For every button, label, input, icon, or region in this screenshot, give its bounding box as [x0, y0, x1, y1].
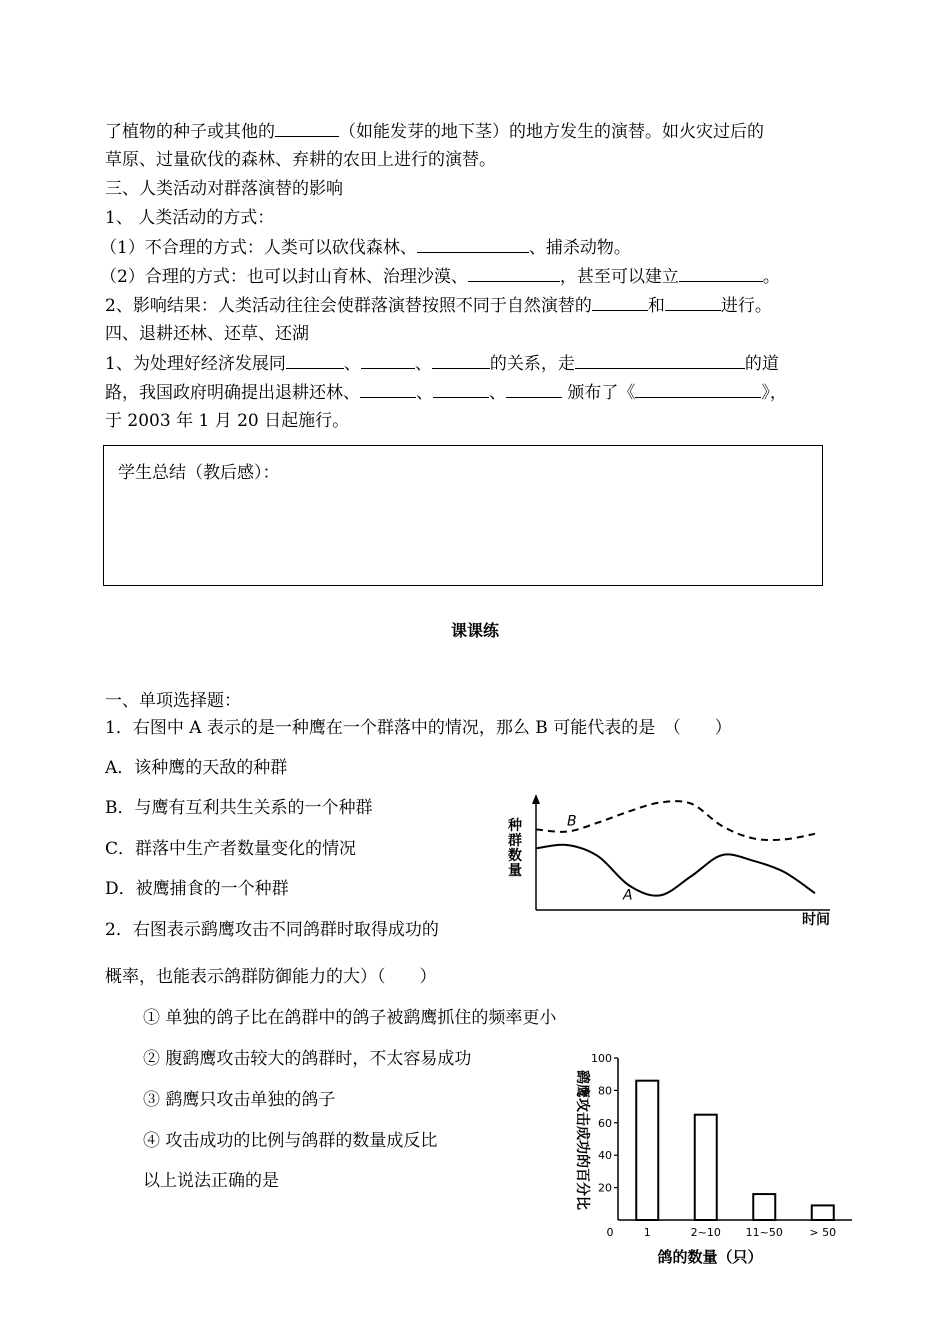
- text-line-11: 于 2003 年 1 月 20 日起施行。: [105, 411, 350, 431]
- blank[interactable]: [361, 352, 415, 369]
- text-line-4: 1、 人类活动的方式：: [105, 208, 275, 228]
- section-title: 课课练: [450, 621, 499, 640]
- x-axis-label: 时间: [802, 912, 830, 928]
- y-axis-label-char: 数: [508, 848, 522, 864]
- heading-human-activity: 三、人类活动对群落演替的影响: [105, 179, 343, 199]
- blank[interactable]: [433, 381, 489, 398]
- y-tick-label: 80: [598, 1084, 612, 1098]
- attack-success-bar-chart: [560, 1048, 860, 1278]
- y-axis-label-char: 群: [508, 833, 522, 849]
- bar-> 50: [812, 1205, 834, 1220]
- text-line-7: 2、影响结果：人类活动往往会使群落演替按照不同于自然演替的 和 进行。: [105, 296, 772, 316]
- q1-option-d[interactable]: D．被鹰捕食的一个种群: [105, 879, 289, 899]
- series-B-label: B: [567, 813, 577, 830]
- blank[interactable]: [275, 120, 339, 137]
- q1-option-c[interactable]: C．群落中生产者数量变化的情况: [105, 839, 357, 859]
- y-tick-label: 60: [598, 1116, 612, 1130]
- heading-return-farmland: 四、退耕还林、还草、还湖: [105, 324, 309, 344]
- blank[interactable]: [635, 381, 761, 398]
- series-A-line: [536, 845, 815, 896]
- q2-stem-2: 概率，也能表示鸽群防御能力的大）（ ）: [105, 967, 437, 987]
- blank[interactable]: [468, 265, 560, 282]
- q1-stem: 1．右图中 A 表示的是一种鹰在一个群落中的情况，那么 B 可能代表的是 （ ）: [105, 718, 732, 738]
- q2-stem-1: 2．右图表示鹞鹰攻击不同鸽群时取得成功的: [105, 920, 439, 940]
- text-line-9: 1、为处理好经济发展同 、 、 的关系，走 的道: [105, 354, 779, 374]
- y-axis-label: [507, 817, 522, 879]
- text-line-5: （1）不合理的方式：人类可以砍伐森林、 、捕杀动物。: [100, 238, 631, 258]
- origin-tick-label: 0: [606, 1226, 614, 1239]
- text-line-1: 了植物的种子或其他的 （如能发芽的地下茎）的地方发生的演替。如火灾过后的: [105, 122, 764, 142]
- q1-option-a[interactable]: A．该种鹰的天敌的种群: [105, 758, 288, 778]
- blank[interactable]: [506, 381, 562, 398]
- series-A-label: A: [623, 887, 633, 904]
- y-axis-label: [574, 1070, 591, 1210]
- q2-statement-2: ② 腹鹞鹰攻击较大的鸽群时，不太容易成功: [143, 1049, 472, 1069]
- population-line-chart: [500, 790, 850, 930]
- exercise-heading: 一、单项选择题：: [105, 691, 241, 711]
- text-line-2: 草原、过量砍伐的森林、弃耕的农田上进行的演替。: [105, 150, 496, 170]
- blank[interactable]: [592, 294, 648, 311]
- x-axis-label: 鸽的数量（只）: [657, 1248, 763, 1266]
- bar-1: [636, 1081, 658, 1220]
- y-tick-label: 40: [598, 1149, 612, 1163]
- q2-statement-4: ④ 攻击成功的比例与鸽群的数量成反比: [143, 1131, 438, 1151]
- student-summary-box[interactable]: [103, 445, 823, 586]
- x-tick-label: 11~50: [745, 1226, 783, 1239]
- summary-label: 学生总结（教后感）：: [118, 463, 280, 483]
- x-tick-label: 1: [643, 1226, 651, 1239]
- y-axis-arrow: [532, 794, 540, 804]
- q2-conclusion: 以上说法正确的是: [143, 1171, 279, 1191]
- blank[interactable]: [575, 352, 745, 369]
- blank[interactable]: [665, 294, 721, 311]
- q1-option-b[interactable]: B．与鹰有互利共生关系的一个种群: [105, 798, 373, 818]
- x-tick-label: > 50: [809, 1226, 837, 1239]
- blank[interactable]: [286, 352, 344, 369]
- blank[interactable]: [432, 352, 490, 369]
- y-axis-label-char: 量: [508, 863, 522, 879]
- text-line-6: （2）合理的方式：也可以封山育林、治理沙漠、 ，甚至可以建立 。: [100, 267, 780, 287]
- blank[interactable]: [360, 381, 416, 398]
- blank[interactable]: [417, 236, 529, 253]
- y-tick-label: 100: [591, 1052, 612, 1065]
- y-tick-label: 20: [598, 1181, 612, 1195]
- blank[interactable]: [679, 265, 763, 282]
- q2-statement-3: ③ 鹞鹰只攻击单独的鸽子: [143, 1090, 336, 1110]
- x-tick-label: 2~10: [690, 1226, 721, 1239]
- bar-2~10: [695, 1115, 717, 1220]
- bar-11~50: [753, 1194, 775, 1220]
- y-axis-label-text: 鹞鹰攻击成功的百分比: [574, 1070, 590, 1210]
- q2-statement-1: ① 单独的鸽子比在鸽群中的鸽子被鹞鹰抓住的频率更小: [143, 1008, 557, 1028]
- y-axis-label-char: 种: [508, 818, 522, 834]
- text-line-10: 路，我国政府明确提出退耕还林、 、 、 颁布了《 》，: [105, 383, 787, 403]
- series-B-line: [536, 801, 815, 840]
